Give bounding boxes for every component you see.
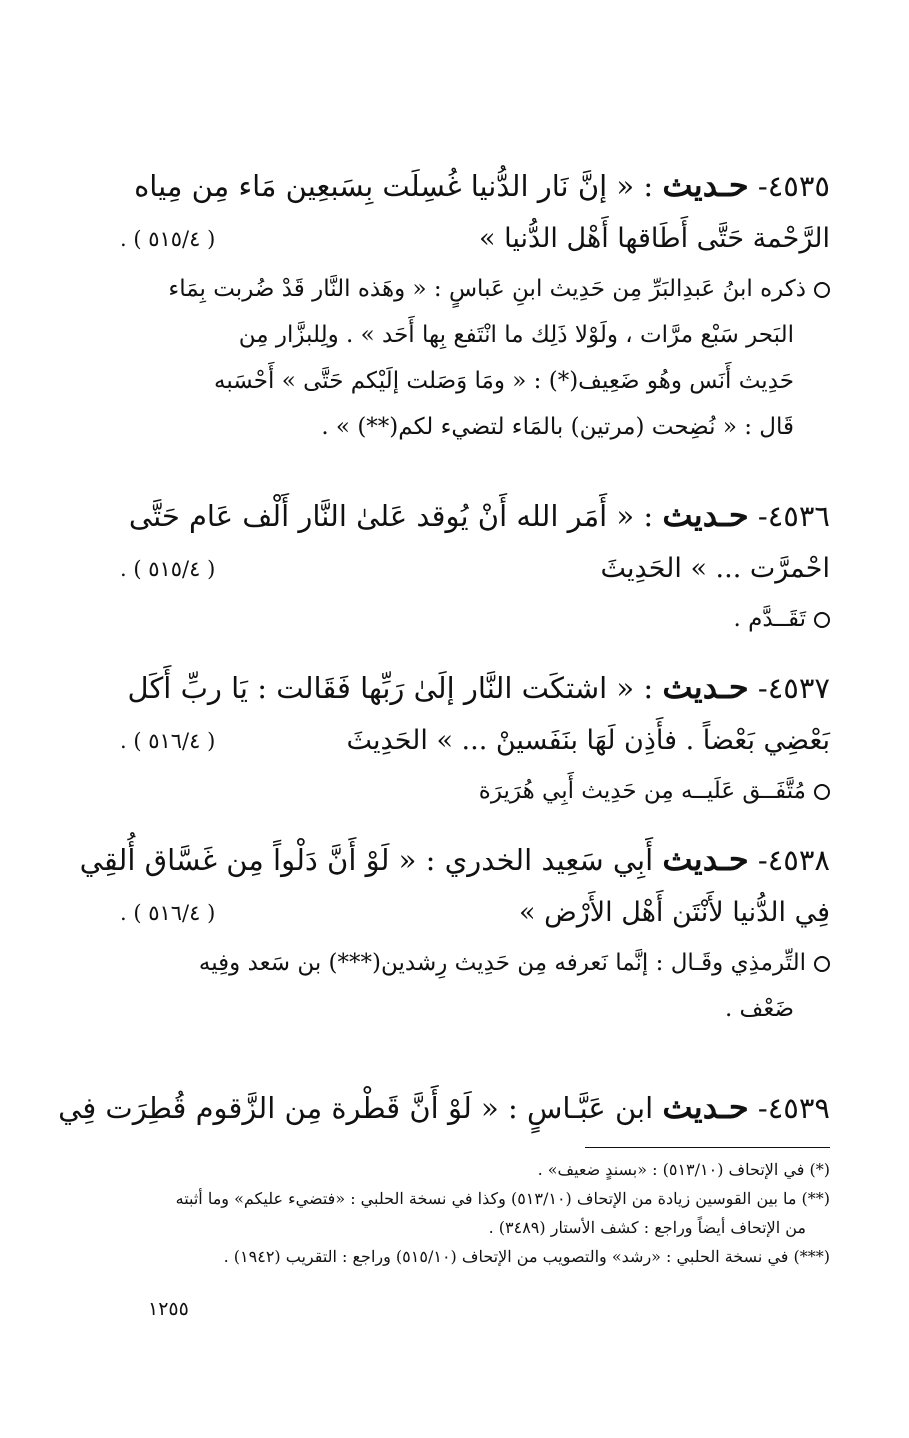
entry-text: فِي الدُّنيا لأَنْتَن أَهْل الأَرْض » — [518, 897, 830, 928]
entry-number: ٤٥٣٧- — [757, 671, 830, 705]
entry-text: أَبِي سَعِيد الخدري : « لَوْ أَنَّ دَلْواً مِن غَسَّاق أُلقِي — [79, 843, 663, 877]
entry-note-cont: حَدِيث أَنَس وهُو ضَعِيف(*) : « ومَا وَصَلت إلَيْكم حَتَّى » أَحْسَبه — [214, 368, 794, 394]
entry-number: ٤٥٣٥- — [757, 169, 830, 203]
circle-bullet-icon — [814, 612, 830, 628]
circle-bullet-icon — [814, 784, 830, 800]
entry-reference: ( ٥١٥/٤ ) . — [120, 227, 216, 251]
entry-text-line — [120, 542, 830, 596]
entry-text: بَعْضِي بَعْضاً . فأَذِن لَهَا بنَفَسينْ ... » الحَدِيثَ — [346, 725, 830, 756]
hadith-entry-4535 — [120, 158, 830, 450]
entry-heading-line — [120, 158, 830, 212]
page-number: ١٢٥٥ — [148, 1298, 189, 1320]
entry-text-line — [120, 212, 830, 266]
entry-note-cont: البَحر سَبْع مرَّات ، ولَوْلا ذَلِك ما انْتَفع بِها أَحَد » . ولِلبزَّار مِن — [238, 322, 794, 348]
entry-keyword: حـديث — [662, 668, 749, 706]
footnote: (***) في نسخة الحلبي : «رشد» والتصويب من الإتحاف (٥١٥/١٠) وراجع : التقريب (١٩٤٢) . — [223, 1247, 830, 1266]
footnote: (**) ما بين القوسين زيادة من الإتحاف (٥١٣/١٠) وكذا في نسخة الحلبي : «فتضيء عليكم» وما أثبته — [175, 1189, 830, 1208]
entry-number: ٤٥٣٦- — [757, 499, 830, 533]
entry-heading-line — [120, 488, 830, 542]
hadith-entry-4539 — [58, 1080, 830, 1134]
entry-note: ذكره ابنُ عَبدِالبَرِّ مِن حَدِيث ابنِ عَباسٍ : « وهَذه النَّار قَدْ ضُربت بِمَاء — [120, 266, 830, 312]
entry-keyword: حـديث — [662, 1088, 749, 1126]
entry-text: : « اشتكَت النَّار إلَىٰ رَبِّها فَقَالت : يَا ربِّ أَكَل — [127, 671, 663, 705]
entry-text-line — [120, 886, 830, 940]
footnote: (*) في الإتحاف (٥١٣/١٠) : «بسندٍ ضعيف» . — [537, 1160, 830, 1179]
entry-text: الرَّحْمة حَتَّى أَطَاقها أَهْل الدُّنيا » — [479, 223, 830, 254]
entry-keyword: حـديث — [662, 496, 749, 534]
entry-heading-line — [58, 1080, 830, 1134]
entry-note-cont: قَال : « نُضِحت (مرتين) بالمَاء لتضيء لكم(**) » . — [321, 414, 794, 440]
entry-keyword: حـديث — [662, 840, 749, 878]
entry-number: ٤٥٣٨- — [757, 843, 830, 877]
circle-bullet-icon — [814, 282, 830, 298]
footnote-divider — [585, 1147, 830, 1148]
footnotes — [120, 1155, 830, 1271]
hadith-entry-4538 — [79, 832, 830, 1032]
entry-text: ابن عَبَّـاسٍ : « لَوْ أَنَّ قَطْرة مِن الزَّقوم قُطِرَت فِي — [58, 1091, 663, 1125]
entry-text: : « أَمَر الله أَنْ يُوقد عَلىٰ النَّار أَلْف عَام حَتَّى — [128, 499, 663, 533]
hadith-entry-4536 — [120, 488, 830, 642]
entry-note: التِّرمذِي وقَـال : إنَّما نَعرفه مِن حَدِيث رِشدين(***) بن سَعد وفِيه — [120, 940, 830, 986]
entry-keyword: حـديث — [662, 166, 749, 204]
entry-note: مُتَّفَــق عَلَيــه مِن حَدِيث أَبِي هُرَيرَة — [120, 768, 830, 814]
entry-heading-line — [79, 832, 830, 886]
hadith-entry-4537 — [120, 660, 830, 814]
entry-note: تَقَــدَّم . — [120, 596, 830, 642]
entry-text: احْمرَّت ... » الحَدِيثَ — [600, 553, 830, 584]
entry-number: ٤٥٣٩- — [757, 1091, 830, 1125]
entry-text-line — [120, 714, 830, 768]
circle-bullet-icon — [814, 956, 830, 972]
entry-reference: ( ٥١٦/٤ ) . — [120, 729, 216, 753]
entry-reference: ( ٥١٦/٤ ) . — [120, 901, 216, 925]
entry-note-cont: ضَعْف . — [724, 996, 794, 1022]
footnote-cont: من الإتحاف أيضاً وراجع : كشف الأستار (٣٤٨٩) . — [488, 1218, 806, 1237]
entry-heading-line — [120, 660, 830, 714]
entry-text: : « إنَّ نَار الدُّنيا غُسِلَت بِسَبعِين مَاء مِن مِياه — [134, 169, 663, 203]
entry-reference: ( ٥١٥/٤ ) . — [120, 557, 216, 581]
